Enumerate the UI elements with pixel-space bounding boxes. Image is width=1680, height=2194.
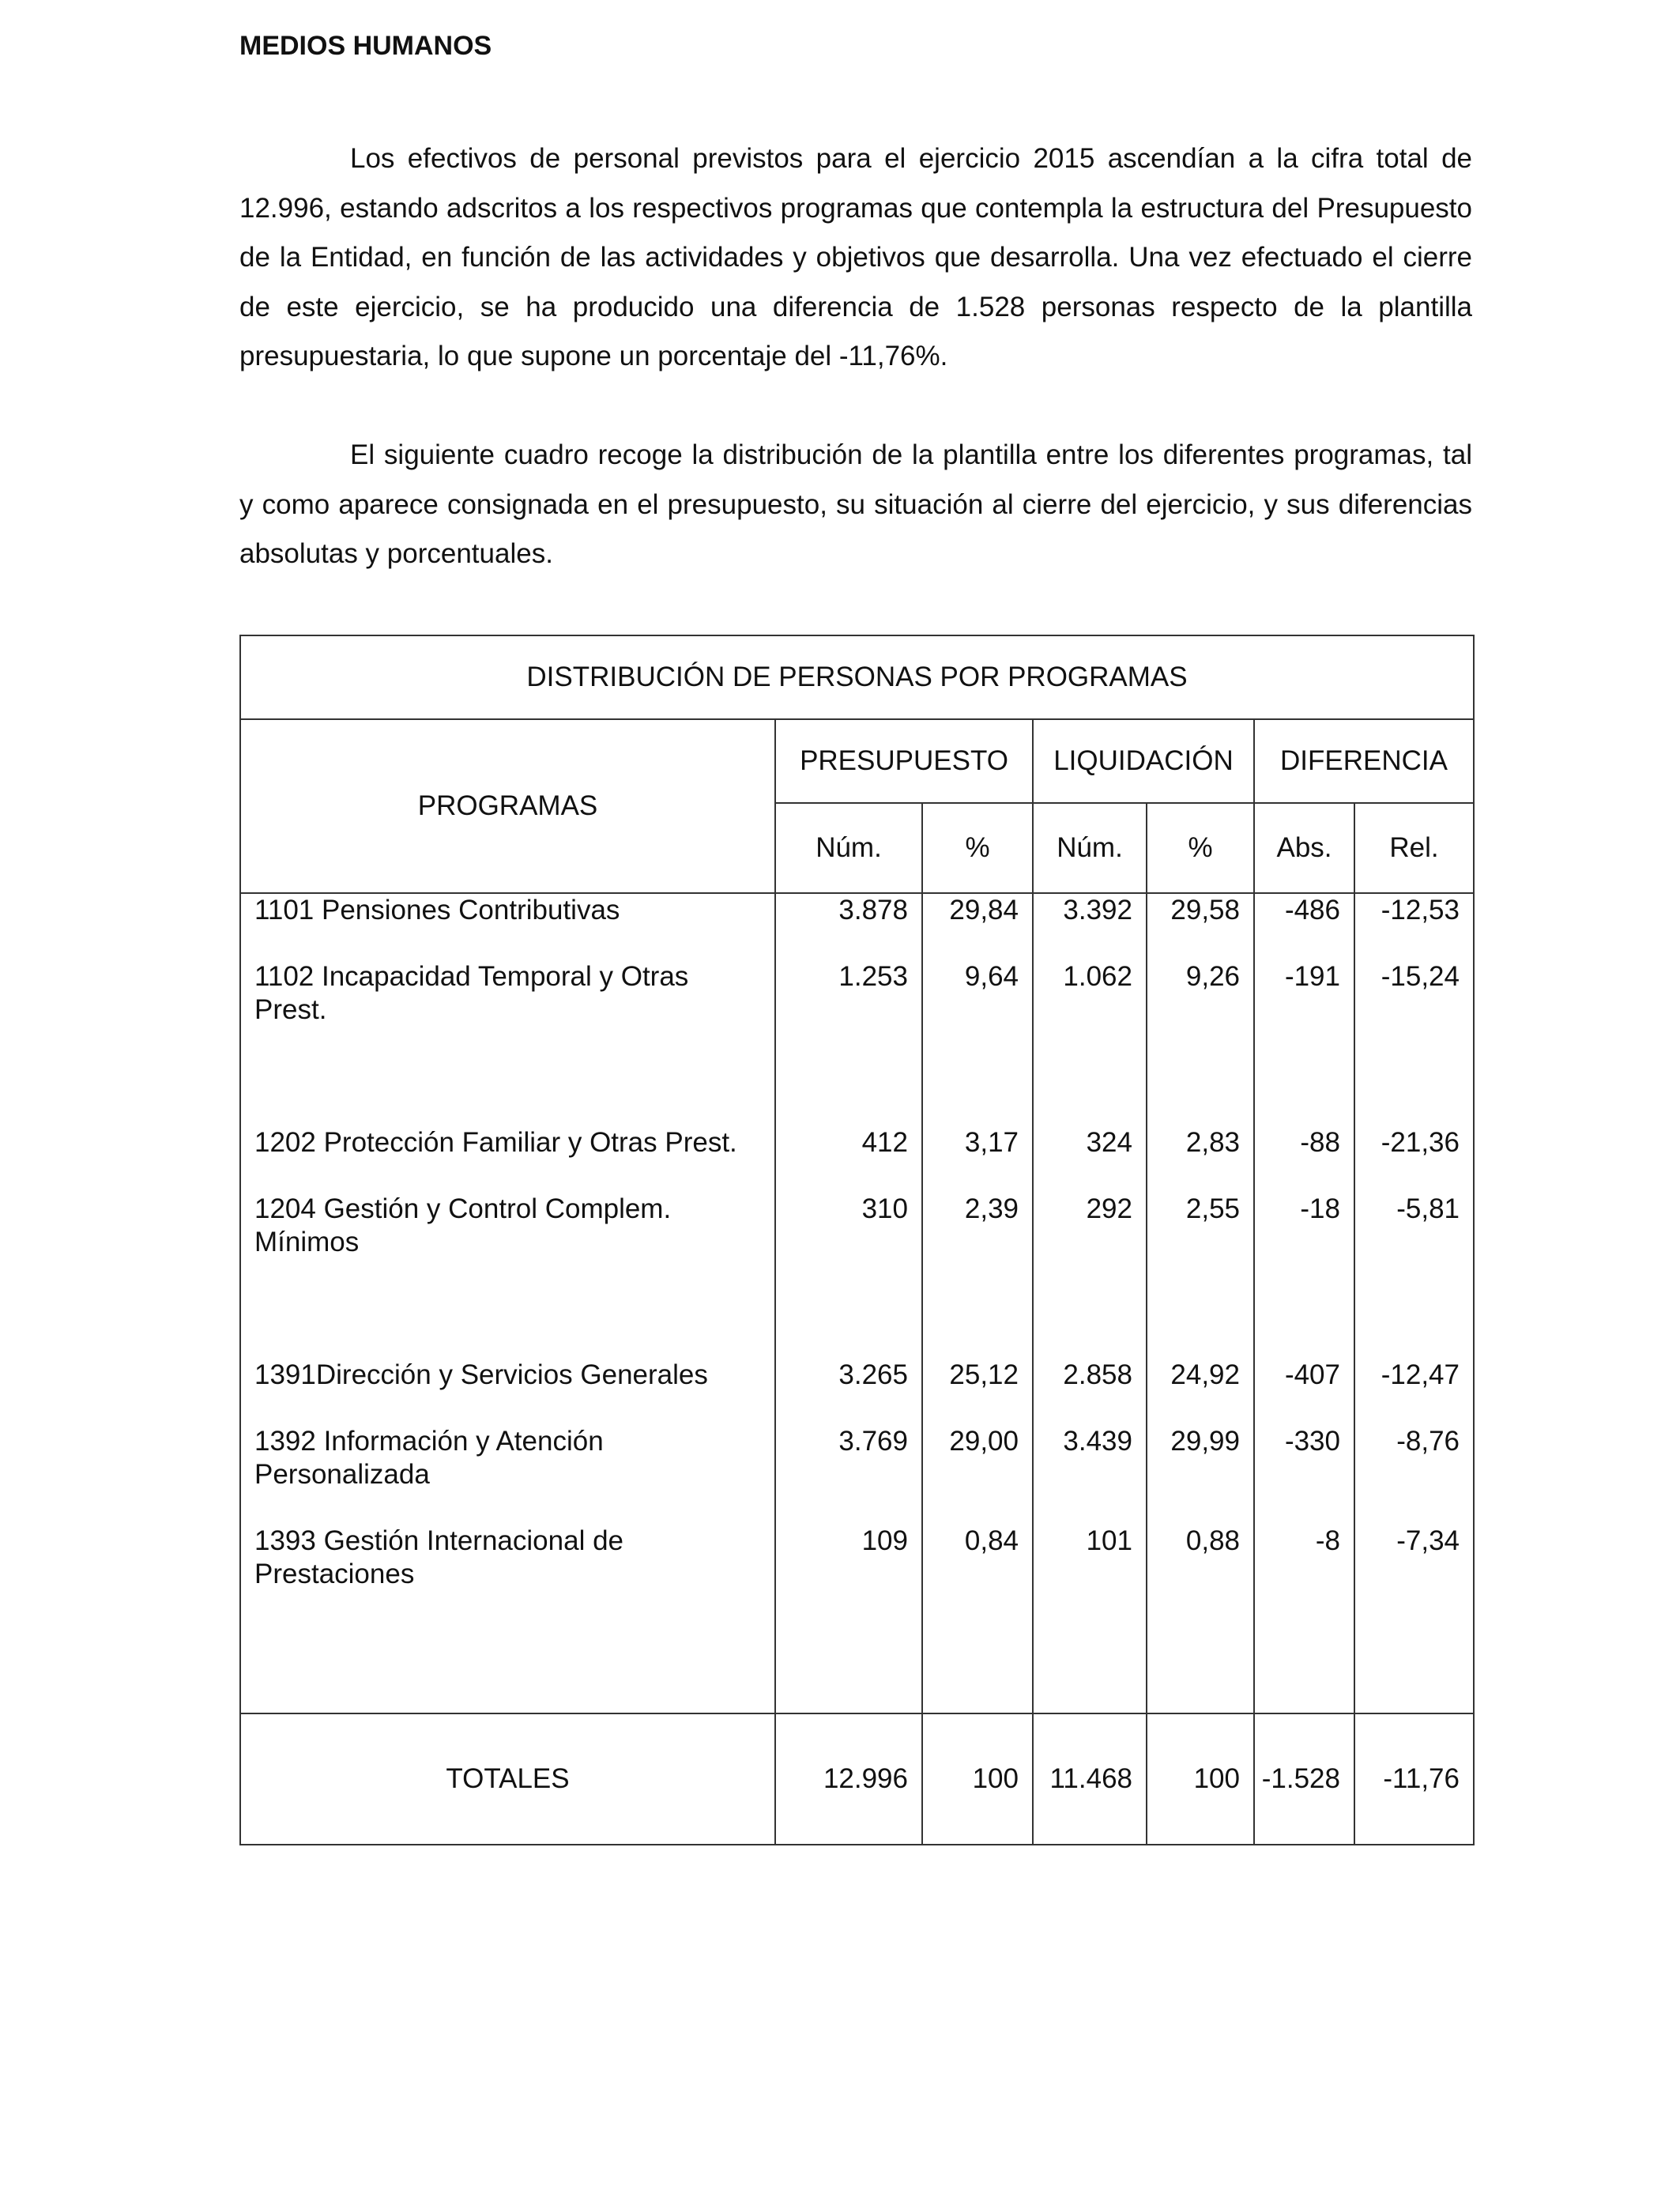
cell-value: -88 bbox=[1300, 1127, 1340, 1158]
spacer bbox=[254, 1292, 767, 1325]
cell-value: 0,84 bbox=[964, 1525, 1019, 1556]
header-liquidacion: LIQUIDACIÓN bbox=[1033, 719, 1254, 803]
spacer bbox=[923, 1159, 1019, 1193]
cell-value: 292 bbox=[1086, 1193, 1132, 1224]
spacer bbox=[1034, 1027, 1132, 1060]
spacer bbox=[1255, 1392, 1340, 1425]
spacer bbox=[1034, 1292, 1132, 1325]
spacer bbox=[923, 1060, 1019, 1093]
diferencia-rel-column bbox=[1354, 893, 1474, 1713]
cell-value: 29,00 bbox=[949, 1426, 1019, 1457]
cell-value: 3.769 bbox=[838, 1426, 908, 1457]
spacer bbox=[1147, 993, 1240, 1027]
spacer bbox=[1255, 1093, 1340, 1126]
spacer bbox=[254, 1392, 767, 1425]
table-body-row bbox=[240, 893, 1474, 1713]
spacer bbox=[1147, 1491, 1240, 1525]
subheader-presupuesto-pct: % bbox=[922, 803, 1033, 893]
spacer bbox=[923, 1558, 1019, 1591]
total-diferencia-abs: -1.528 bbox=[1254, 1713, 1354, 1845]
program-name-line: Prest. bbox=[254, 994, 327, 1025]
spacer bbox=[1147, 1325, 1240, 1359]
spacer bbox=[1034, 1392, 1132, 1425]
cell-value: 0,88 bbox=[1185, 1525, 1240, 1556]
spacer bbox=[1255, 1491, 1340, 1525]
spacer bbox=[923, 993, 1019, 1027]
cell-value: -7,34 bbox=[1396, 1525, 1460, 1556]
liquidacion-num-column bbox=[1033, 893, 1147, 1713]
spacer bbox=[1355, 1392, 1460, 1425]
cell-value: -21,36 bbox=[1381, 1127, 1460, 1158]
program-name-line: 1391Dirección y Servicios Generales bbox=[254, 1359, 708, 1390]
spacer bbox=[923, 1093, 1019, 1126]
program-name-line: Prestaciones bbox=[254, 1559, 415, 1589]
spacer bbox=[1147, 1292, 1240, 1325]
spacer bbox=[1147, 1093, 1240, 1126]
cell-value: 3,17 bbox=[964, 1127, 1019, 1158]
cell-value: 29,84 bbox=[949, 895, 1019, 925]
cell-value: 25,12 bbox=[949, 1359, 1019, 1390]
totals-row bbox=[240, 1713, 1474, 1845]
spacer bbox=[1355, 1027, 1460, 1060]
spacer bbox=[1255, 1458, 1340, 1491]
spacer bbox=[776, 1392, 908, 1425]
program-name-line: 1392 Información y Atención bbox=[254, 1426, 604, 1457]
cell-value: -18 bbox=[1300, 1193, 1340, 1224]
spacer bbox=[1355, 1325, 1460, 1359]
spacer bbox=[1355, 1558, 1460, 1591]
spacer bbox=[254, 927, 767, 960]
spacer bbox=[254, 1259, 767, 1292]
cell-value: 29,58 bbox=[1170, 895, 1240, 925]
program-name-line: 1204 Gestión y Control Complem. bbox=[254, 1193, 672, 1224]
spacer bbox=[1034, 1325, 1132, 1359]
cell-value: 1.062 bbox=[1063, 961, 1132, 992]
spacer bbox=[1255, 927, 1340, 960]
cell-value: -407 bbox=[1284, 1359, 1340, 1390]
total-diferencia-rel: -11,76 bbox=[1354, 1713, 1474, 1845]
spacer bbox=[254, 1093, 767, 1126]
spacer bbox=[776, 927, 908, 960]
cell-value: -8,76 bbox=[1396, 1426, 1460, 1457]
distribution-table bbox=[239, 635, 1475, 1845]
spacer bbox=[1355, 1292, 1460, 1325]
spacer bbox=[776, 1159, 908, 1193]
spacer bbox=[1034, 1093, 1132, 1126]
spacer bbox=[923, 1458, 1019, 1491]
cell-value: 2.858 bbox=[1063, 1359, 1132, 1390]
spacer bbox=[923, 1027, 1019, 1060]
spacer bbox=[776, 1292, 908, 1325]
cell-value: 2,39 bbox=[964, 1193, 1019, 1224]
cell-value: 3.878 bbox=[838, 895, 908, 925]
spacer bbox=[1034, 1226, 1132, 1259]
spacer bbox=[254, 1325, 767, 1359]
spacer bbox=[1255, 1226, 1340, 1259]
spacer bbox=[1147, 927, 1240, 960]
cell-value: -12,53 bbox=[1381, 895, 1460, 925]
spacer bbox=[1255, 1259, 1340, 1292]
spacer bbox=[1355, 1226, 1460, 1259]
subheader-diferencia-abs: Abs. bbox=[1254, 803, 1354, 893]
spacer bbox=[1255, 1027, 1340, 1060]
cell-value: 24,92 bbox=[1170, 1359, 1240, 1390]
program-names-column bbox=[240, 893, 775, 1713]
spacer bbox=[1255, 1060, 1340, 1093]
cell-value: 3.392 bbox=[1063, 895, 1132, 925]
cell-value: 2,55 bbox=[1185, 1193, 1240, 1224]
spacer bbox=[923, 1392, 1019, 1425]
spacer bbox=[923, 1259, 1019, 1292]
subheader-liquidacion-pct: % bbox=[1147, 803, 1254, 893]
spacer bbox=[1034, 927, 1132, 960]
spacer bbox=[254, 1027, 767, 1060]
cell-value: -8 bbox=[1315, 1525, 1340, 1556]
cell-value: 101 bbox=[1086, 1525, 1132, 1556]
spacer bbox=[254, 1060, 767, 1093]
cell-value: 1.253 bbox=[838, 961, 908, 992]
spacer bbox=[1147, 1259, 1240, 1292]
spacer bbox=[1034, 1458, 1132, 1491]
spacer bbox=[923, 1226, 1019, 1259]
cell-value: -12,47 bbox=[1381, 1359, 1460, 1390]
cell-value: -5,81 bbox=[1396, 1193, 1460, 1224]
header-presupuesto: PRESUPUESTO bbox=[775, 719, 1033, 803]
diferencia-abs-column bbox=[1254, 893, 1354, 1713]
spacer bbox=[776, 1325, 908, 1359]
spacer bbox=[776, 1060, 908, 1093]
cell-value: 412 bbox=[861, 1127, 908, 1158]
paragraph-staff-summary: Los efectivos de personal previstos para el ejercicio 2015 ascendían a la cifra total de 12.996, estando adscritos a los respectivos programas que contempla la estructura del Presupuesto de la Entidad, en función de las actividades y objetivos que desarrolla. Una vez efectuado el cierre de este ejercicio, se ha producido una diferencia de 1.528 personas respecto de la plantilla presupuestaria, lo que supone un porcentaje del -11,76%. bbox=[239, 143, 1472, 371]
cell-value: -486 bbox=[1284, 895, 1340, 925]
spacer bbox=[1255, 1159, 1340, 1193]
spacer bbox=[1255, 1292, 1340, 1325]
spacer bbox=[776, 1458, 908, 1491]
spacer bbox=[1034, 1491, 1132, 1525]
spacer bbox=[1355, 1159, 1460, 1193]
spacer bbox=[1355, 927, 1460, 960]
header-diferencia: DIFERENCIA bbox=[1254, 719, 1474, 803]
cell-value: 324 bbox=[1086, 1127, 1132, 1158]
cell-value: 9,26 bbox=[1185, 961, 1240, 992]
cell-value: -15,24 bbox=[1381, 961, 1460, 992]
spacer bbox=[923, 1325, 1019, 1359]
cell-value: -191 bbox=[1284, 961, 1340, 992]
spacer bbox=[1034, 1558, 1132, 1591]
presupuesto-num-column bbox=[775, 893, 922, 1713]
spacer bbox=[1034, 993, 1132, 1027]
total-presupuesto-pct: 100 bbox=[922, 1713, 1033, 1845]
spacer bbox=[776, 1491, 908, 1525]
cell-value: 29,99 bbox=[1170, 1426, 1240, 1457]
spacer bbox=[776, 1027, 908, 1060]
cell-value: 310 bbox=[861, 1193, 908, 1224]
cell-value: 109 bbox=[861, 1525, 908, 1556]
cell-value: 2,83 bbox=[1185, 1127, 1240, 1158]
program-name-line: 1101 Pensiones Contributivas bbox=[254, 895, 620, 925]
total-liquidacion-pct: 100 bbox=[1147, 1713, 1254, 1845]
spacer bbox=[923, 1491, 1019, 1525]
spacer bbox=[1255, 1558, 1340, 1591]
spacer bbox=[254, 1491, 767, 1525]
spacer bbox=[1147, 1060, 1240, 1093]
spacer bbox=[776, 1093, 908, 1126]
cell-value: 3.439 bbox=[1063, 1426, 1132, 1457]
spacer bbox=[1355, 1458, 1460, 1491]
program-name-line: Mínimos bbox=[254, 1227, 360, 1257]
spacer bbox=[1255, 1325, 1340, 1359]
spacer bbox=[923, 1292, 1019, 1325]
spacer bbox=[1355, 1491, 1460, 1525]
header-programas: PROGRAMAS bbox=[240, 719, 775, 893]
total-presupuesto-num: 12.996 bbox=[775, 1713, 922, 1845]
cell-value: 9,64 bbox=[964, 961, 1019, 992]
subheader-presupuesto-num: Núm. bbox=[775, 803, 922, 893]
spacer bbox=[1355, 1259, 1460, 1292]
presupuesto-pct-column bbox=[922, 893, 1033, 1713]
total-liquidacion-num: 11.468 bbox=[1033, 1713, 1147, 1845]
totals-label: TOTALES bbox=[240, 1713, 775, 1845]
spacer bbox=[1147, 1392, 1240, 1425]
cell-value: 3.265 bbox=[838, 1359, 908, 1390]
spacer bbox=[776, 993, 908, 1027]
program-name-line: Personalizada bbox=[254, 1459, 430, 1490]
cell-value: -330 bbox=[1284, 1426, 1340, 1457]
paragraph-table-intro: El siguiente cuadro recoge la distribución de la plantilla entre los diferentes programas, tal y como aparece consignada en el presupuesto, su situación al cierre del ejercicio, y sus diferencias absolutas y porcentuales. bbox=[239, 439, 1472, 569]
subheader-diferencia-rel: Rel. bbox=[1354, 803, 1474, 893]
spacer bbox=[1034, 1060, 1132, 1093]
spacer bbox=[254, 1159, 767, 1193]
spacer bbox=[1355, 1060, 1460, 1093]
program-name-line: 1102 Incapacidad Temporal y Otras bbox=[254, 961, 689, 992]
table-title: DISTRIBUCIÓN DE PERSONAS POR PROGRAMAS bbox=[240, 635, 1474, 719]
spacer bbox=[776, 1558, 908, 1591]
spacer bbox=[1147, 1159, 1240, 1193]
spacer bbox=[1147, 1458, 1240, 1491]
spacer bbox=[923, 927, 1019, 960]
spacer bbox=[776, 1226, 908, 1259]
liquidacion-pct-column bbox=[1147, 893, 1254, 1713]
spacer bbox=[1147, 1558, 1240, 1591]
spacer bbox=[1355, 993, 1460, 1027]
spacer bbox=[1355, 1093, 1460, 1126]
section-heading: MEDIOS HUMANOS bbox=[239, 31, 492, 61]
spacer bbox=[1034, 1259, 1132, 1292]
spacer bbox=[1147, 1226, 1240, 1259]
program-name-line: 1202 Protección Familiar y Otras Prest. bbox=[254, 1127, 737, 1158]
spacer bbox=[776, 1259, 908, 1292]
spacer bbox=[1255, 993, 1340, 1027]
program-name-line: 1393 Gestión Internacional de bbox=[254, 1525, 623, 1556]
subheader-liquidacion-num: Núm. bbox=[1033, 803, 1147, 893]
spacer bbox=[1147, 1027, 1240, 1060]
spacer bbox=[1034, 1159, 1132, 1193]
